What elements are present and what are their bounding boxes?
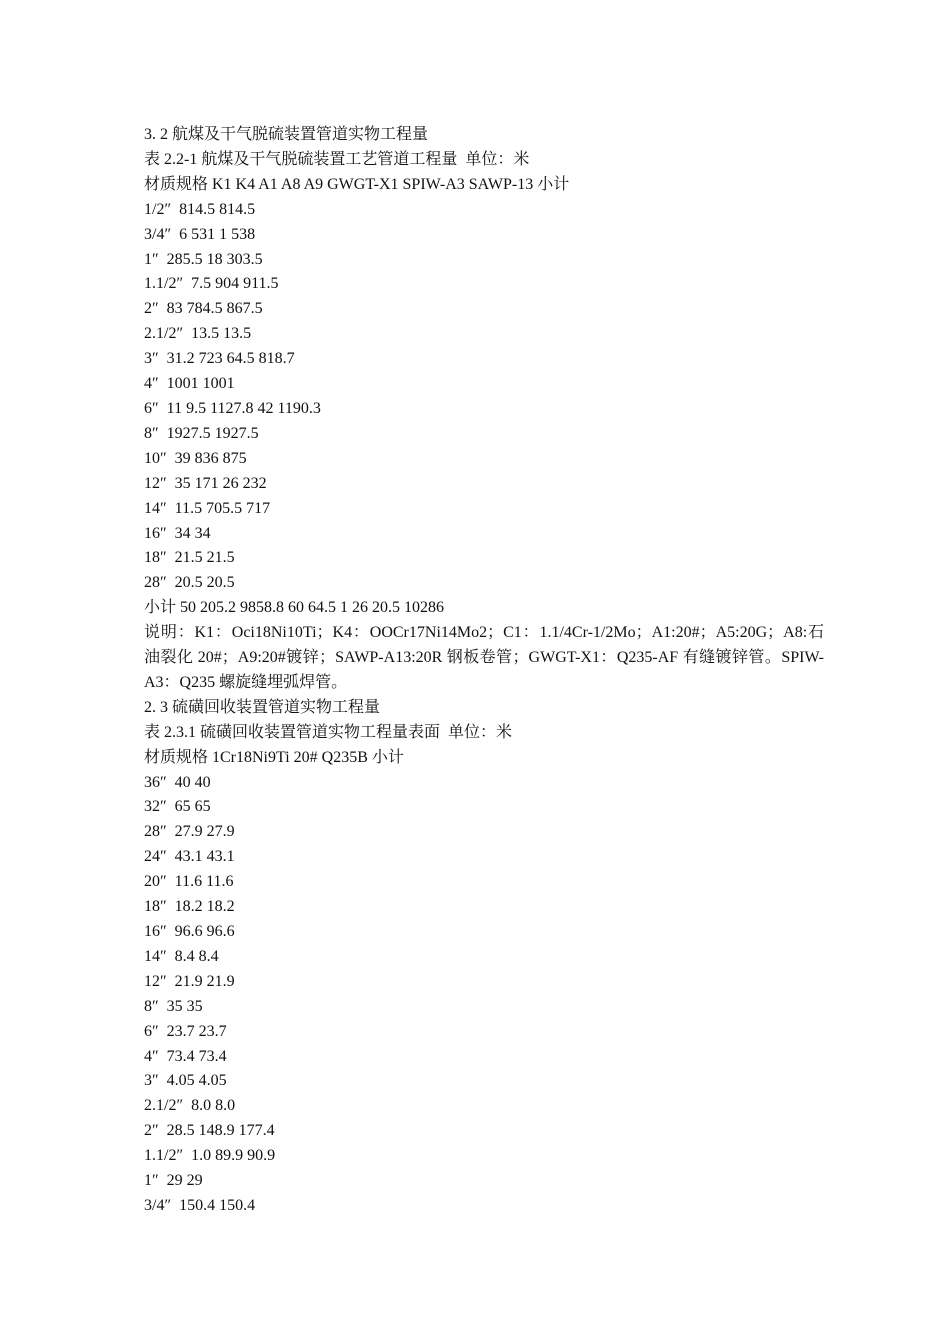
table-row: 3/4″ 150.4 150.4 <box>144 1196 256 1214</box>
table-total-row: 小计 50 205.2 9858.8 60 64.5 1 26 20.5 10286 <box>144 599 445 617</box>
table-row: 16″ 34 34 <box>144 524 211 542</box>
table-row: 1.1/2″ 7.5 904 911.5 <box>144 275 279 293</box>
section-heading: 3. 2 航煤及干气脱硫装置管道实物工程量 <box>144 126 429 143</box>
section-heading: 2. 3 硫磺回收装置管道实物工程量 <box>144 698 381 716</box>
table-row: 14″ 8.4 8.4 <box>144 947 219 965</box>
table-title: 表 2.2-1 航煤及干气脱硫装置工艺管道工程量 单位：米 <box>144 150 530 168</box>
table-row: 20″ 11.6 11.6 <box>144 873 234 891</box>
table-row: 1.1/2″ 1.0 89.9 90.9 <box>144 1147 276 1165</box>
table-row: 16″ 96.6 96.6 <box>144 923 235 940</box>
table-row: 4″ 1001 1001 <box>144 375 235 393</box>
table-row: 3″ 4.05 4.05 <box>144 1072 227 1090</box>
table-row: 3″ 31.2 723 64.5 818.7 <box>144 350 295 368</box>
table-row: 2″ 28.5 148.9 177.4 <box>144 1122 275 1140</box>
table-row: 1/2″ 814.5 814.5 <box>144 200 256 218</box>
table-row: 2.1/2″ 13.5 13.5 <box>144 325 252 343</box>
document-body <box>144 123 824 1219</box>
table-1-rows <box>144 198 824 621</box>
table-row: 28″ 20.5 20.5 <box>144 574 235 592</box>
table-header: 材质规格 K1 K4 A1 A8 A9 GWGT-X1 SPIW-A3 SAWP-13 小计 <box>144 175 570 193</box>
table-row: 12″ 21.9 21.9 <box>144 972 235 990</box>
table-row: 18″ 21.5 21.5 <box>144 549 235 567</box>
table-row: 4″ 73.4 73.4 <box>144 1047 227 1065</box>
table-row: 12″ 35 171 26 232 <box>144 474 267 492</box>
table-row: 10″ 39 836 875 <box>144 449 247 467</box>
table-row: 24″ 43.1 43.1 <box>144 848 235 866</box>
table-row: 8″ 35 35 <box>144 997 203 1015</box>
table-row: 18″ 18.2 18.2 <box>144 898 235 916</box>
table-header: 材质规格 1Cr18Ni9Ti 20# Q235B 小计 <box>144 748 404 766</box>
table-title: 表 2.3.1 硫磺回收装置管道实物工程量表面 单位：米 <box>144 723 513 741</box>
table-row: 32″ 65 65 <box>144 798 211 816</box>
table-row: 6″ 23.7 23.7 <box>144 1022 227 1040</box>
table-row: 36″ 40 40 <box>144 773 211 791</box>
table-row: 2.1/2″ 8.0 8.0 <box>144 1097 236 1115</box>
table-row: 14″ 11.5 705.5 717 <box>144 499 271 517</box>
table-2-rows <box>144 771 824 1219</box>
table-note: 说明：K1：Oci18Ni10Ti；K4：OOCr17Ni14Mo2；C1：1.1/4Cr-1/2Mo；A1:20#；A5:20G；A8:石油裂化 20#；A9:20#镀锌；SAWP-A13:20R 钢板卷管；GWGT-X1：Q235-AF 有缝镀锌管。SPIW-A3：Q235 螺旋缝埋弧焊管。 <box>144 624 824 691</box>
table-row: 2″ 83 784.5 867.5 <box>144 300 263 318</box>
table-row: 1″ 29 29 <box>144 1172 203 1190</box>
table-row: 8″ 1927.5 1927.5 <box>144 424 259 442</box>
table-row: 28″ 27.9 27.9 <box>144 823 235 841</box>
table-row: 6″ 11 9.5 1127.8 42 1190.3 <box>144 399 321 417</box>
table-row: 1″ 285.5 18 303.5 <box>144 250 263 268</box>
table-row: 3/4″ 6 531 1 538 <box>144 225 256 243</box>
